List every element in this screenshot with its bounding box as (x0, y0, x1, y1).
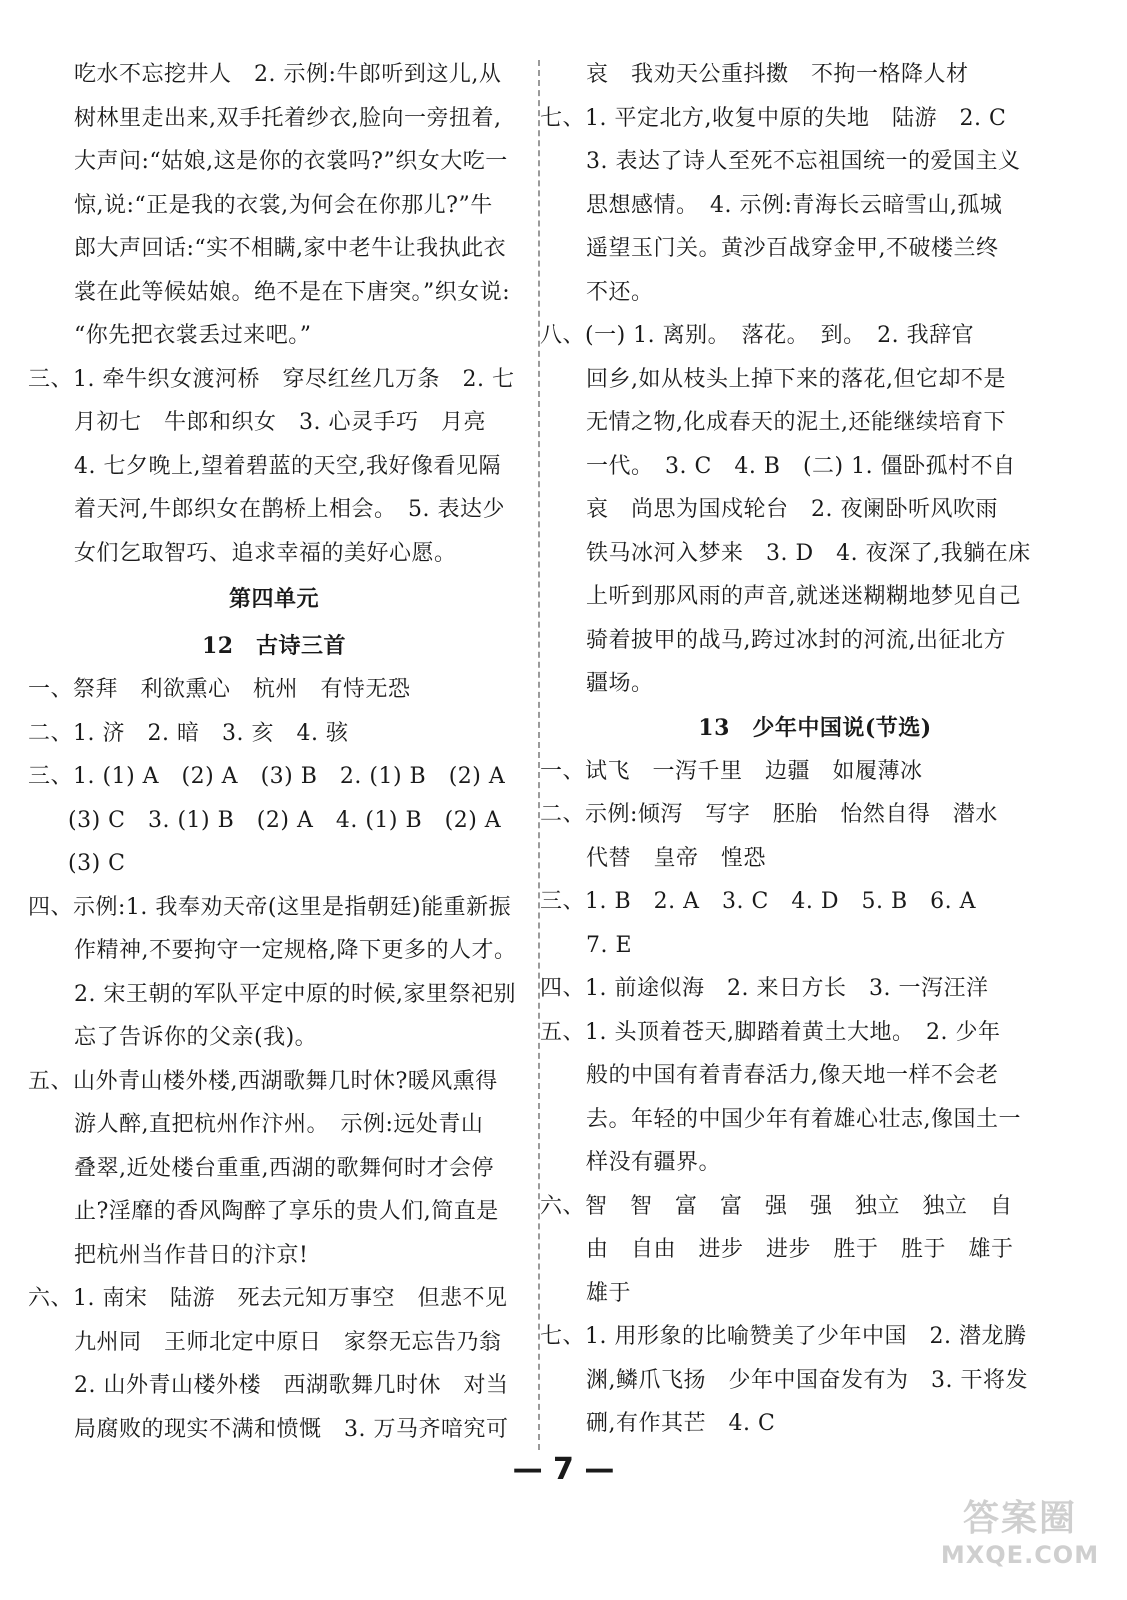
text-line: 渊,鳞爪飞扬 少年中国奋发有为 3. 干将发 (586, 1368, 1028, 1393)
text-line: 一、祭拜 利欲熏心 杭州 有恃无恐 (28, 677, 411, 702)
text-line: 树林里走出来,双手托着纱衣,脸向一旁扭着, (74, 106, 502, 131)
text-line: 哀 尚思为国戍轮台 2. 夜阑卧听风吹雨 (586, 497, 998, 522)
text-line: 作精神,不要拘守一定规格,降下更多的人才。 (74, 938, 517, 963)
text-line: 2. 宋王朝的军队平定中原的时候,家里祭祀别 (74, 982, 516, 1007)
text-line: 局腐败的现实不满和愤慨 3. 万马齐喑究可 (74, 1417, 509, 1442)
text-line: 遥望玉门关。黄沙百战穿金甲,不破楼兰终 (586, 236, 999, 261)
text-line: 二、示例:倾泻 写字 胚胎 怡然自得 潜水 (540, 802, 998, 827)
text-line: 郎大声回话:“实不相瞒,家中老牛让我执此衣 (74, 236, 507, 261)
text-line: 代替 皇帝 惶恐 (586, 846, 767, 871)
text-line: 五、山外青山楼外楼,西湖歌舞几时休?暖风熏得 (28, 1069, 498, 1094)
text-line: 一代。 3. C 4. B (二) 1. 僵卧孤村不自 (586, 454, 1016, 479)
text-line: 七、1. 用形象的比喻赞美了少年中国 2. 潜龙腾 (540, 1324, 1027, 1349)
text-line: “你先把衣裳丢过来吧。” (74, 323, 312, 348)
text-line: 硎,有作其芒 4. C (586, 1411, 776, 1436)
text-line: 三、1. (1) A (2) A (3) B 2. (1) B (2) A (28, 764, 506, 789)
column-divider (538, 60, 540, 1450)
text-line: 四、示例:1. 我奉劝天帝(这里是指朝廷)能重新振 (28, 895, 512, 920)
text-line: 女们乞取智巧、追求幸福的美好心愿。 (74, 541, 457, 566)
text-line: 思想感情。 4. 示例:青海长云暗雪山,孤城 (586, 193, 1003, 218)
text-line: 叠翠,近处楼台重重,西湖的歌舞何时才会停 (74, 1156, 494, 1181)
text-line: (3) C (68, 851, 126, 876)
text-line: 般的中国有着青春活力,像天地一样不会老 (586, 1063, 999, 1088)
text-line: 惊,说:“正是我的衣裳,为何会在你那儿?”牛 (74, 193, 493, 218)
text-line: 八、(一) 1. 离别。 落花。 到。 2. 我辞官 (540, 323, 975, 348)
text-line: 骑着披甲的战马,跨过冰封的河流,出征北方 (586, 628, 1006, 653)
text-line: 四、1. 前途似海 2. 来日方长 3. 一泻汪洋 (540, 976, 989, 1001)
unit-heading: 第四单元 (228, 586, 319, 612)
text-line: 由 自由 进步 进步 胜于 胜于 雄于 (586, 1237, 1014, 1262)
text-line: 2. 山外青山楼外楼 西湖歌舞几时休 对当 (74, 1373, 509, 1398)
text-line: 着天河,牛郎织女在鹊桥上相会。 5. 表达少 (74, 497, 505, 522)
text-line: 三、1. B 2. A 3. C 4. D 5. B 6. A (540, 889, 976, 914)
section-heading: 13 少年中国说(节选) (698, 715, 932, 741)
text-line: 二、1. 济 2. 暗 3. 亥 4. 骇 (28, 721, 349, 746)
text-line: 五、1. 头顶着苍天,脚踏着黄土大地。 2. 少年 (540, 1020, 1001, 1045)
text-line: 哀 我劝天公重抖擞 不拘一格降人材 (586, 62, 969, 87)
text-line: 七、1. 平定北方,收复中原的失地 陆游 2. C (540, 106, 1007, 131)
text-line: 把杭州当作昔日的汴京! (74, 1243, 309, 1268)
text-line: 上听到那风雨的声音,就迷迷糊糊地梦见自己 (586, 584, 1021, 609)
text-line: 4. 七夕晚上,望着碧蓝的天空,我好像看见隔 (74, 454, 501, 479)
text-line: 回乡,如从枝头上掉下来的落花,但它却不是 (586, 367, 1006, 392)
text-line: 大声问:“姑娘,这是你的衣裳吗?”织女大吃一 (74, 149, 508, 174)
text-line: 六、智 智 富 富 强 强 独立 独立 自 (540, 1194, 1013, 1219)
watermark-title: 答案圈 (962, 1498, 1077, 1539)
text-line: 三、1. 牵牛织女渡河桥 穿尽红丝几万条 2. 七 (28, 367, 515, 392)
text-line: 六、1. 南宋 陆游 死去元知万事空 但悲不见 (28, 1286, 508, 1311)
watermark-url: MXQE.COM (940, 1541, 1100, 1569)
text-line: 7. E (586, 933, 633, 958)
text-line: 裳在此等候姑娘。绝不是在下唐突。”织女说: (74, 280, 511, 305)
text-line: 游人醉,直把杭州作汴州。 示例:远处青山 (74, 1112, 484, 1137)
text-line: 忘了告诉你的父亲(我)。 (74, 1025, 318, 1050)
text-line: 不还。 (586, 280, 654, 305)
text-line: 九州同 王师北定中原日 家祭无忘告乃翁 (74, 1330, 502, 1355)
watermark-logo (925, 1490, 1115, 1590)
section-heading: 12 古诗三首 (201, 633, 347, 659)
text-line: 止?淫靡的香风陶醉了享乐的贵人们,简直是 (74, 1199, 499, 1224)
text-line: 去。年轻的中国少年有着雄心壮志,像国土一 (586, 1107, 1021, 1132)
text-line: 疆场。 (586, 671, 654, 696)
text-line: 无情之物,化成春天的泥土,还能继续培育下 (586, 410, 1006, 435)
text-line: 铁马冰河入梦来 3. D 4. 夜深了,我躺在床 (586, 541, 1031, 566)
text-line: 样没有疆界。 (586, 1150, 722, 1175)
text-line: 月初七 牛郎和织女 3. 心灵手巧 月亮 (74, 410, 486, 435)
page-number: — 7 — (512, 1452, 615, 1487)
text-line: 雄于 (586, 1281, 632, 1306)
text-line: 一、试飞 一泻千里 边疆 如履薄冰 (540, 759, 923, 784)
text-line: 吃水不忘挖井人 2. 示例:牛郎听到这儿,从 (74, 62, 502, 87)
text-line: 3. 表达了诗人至死不忘祖国统一的爱国主义 (586, 149, 1021, 174)
text-line: (3) C 3. (1) B (2) A 4. (1) B (2) A (68, 808, 502, 833)
